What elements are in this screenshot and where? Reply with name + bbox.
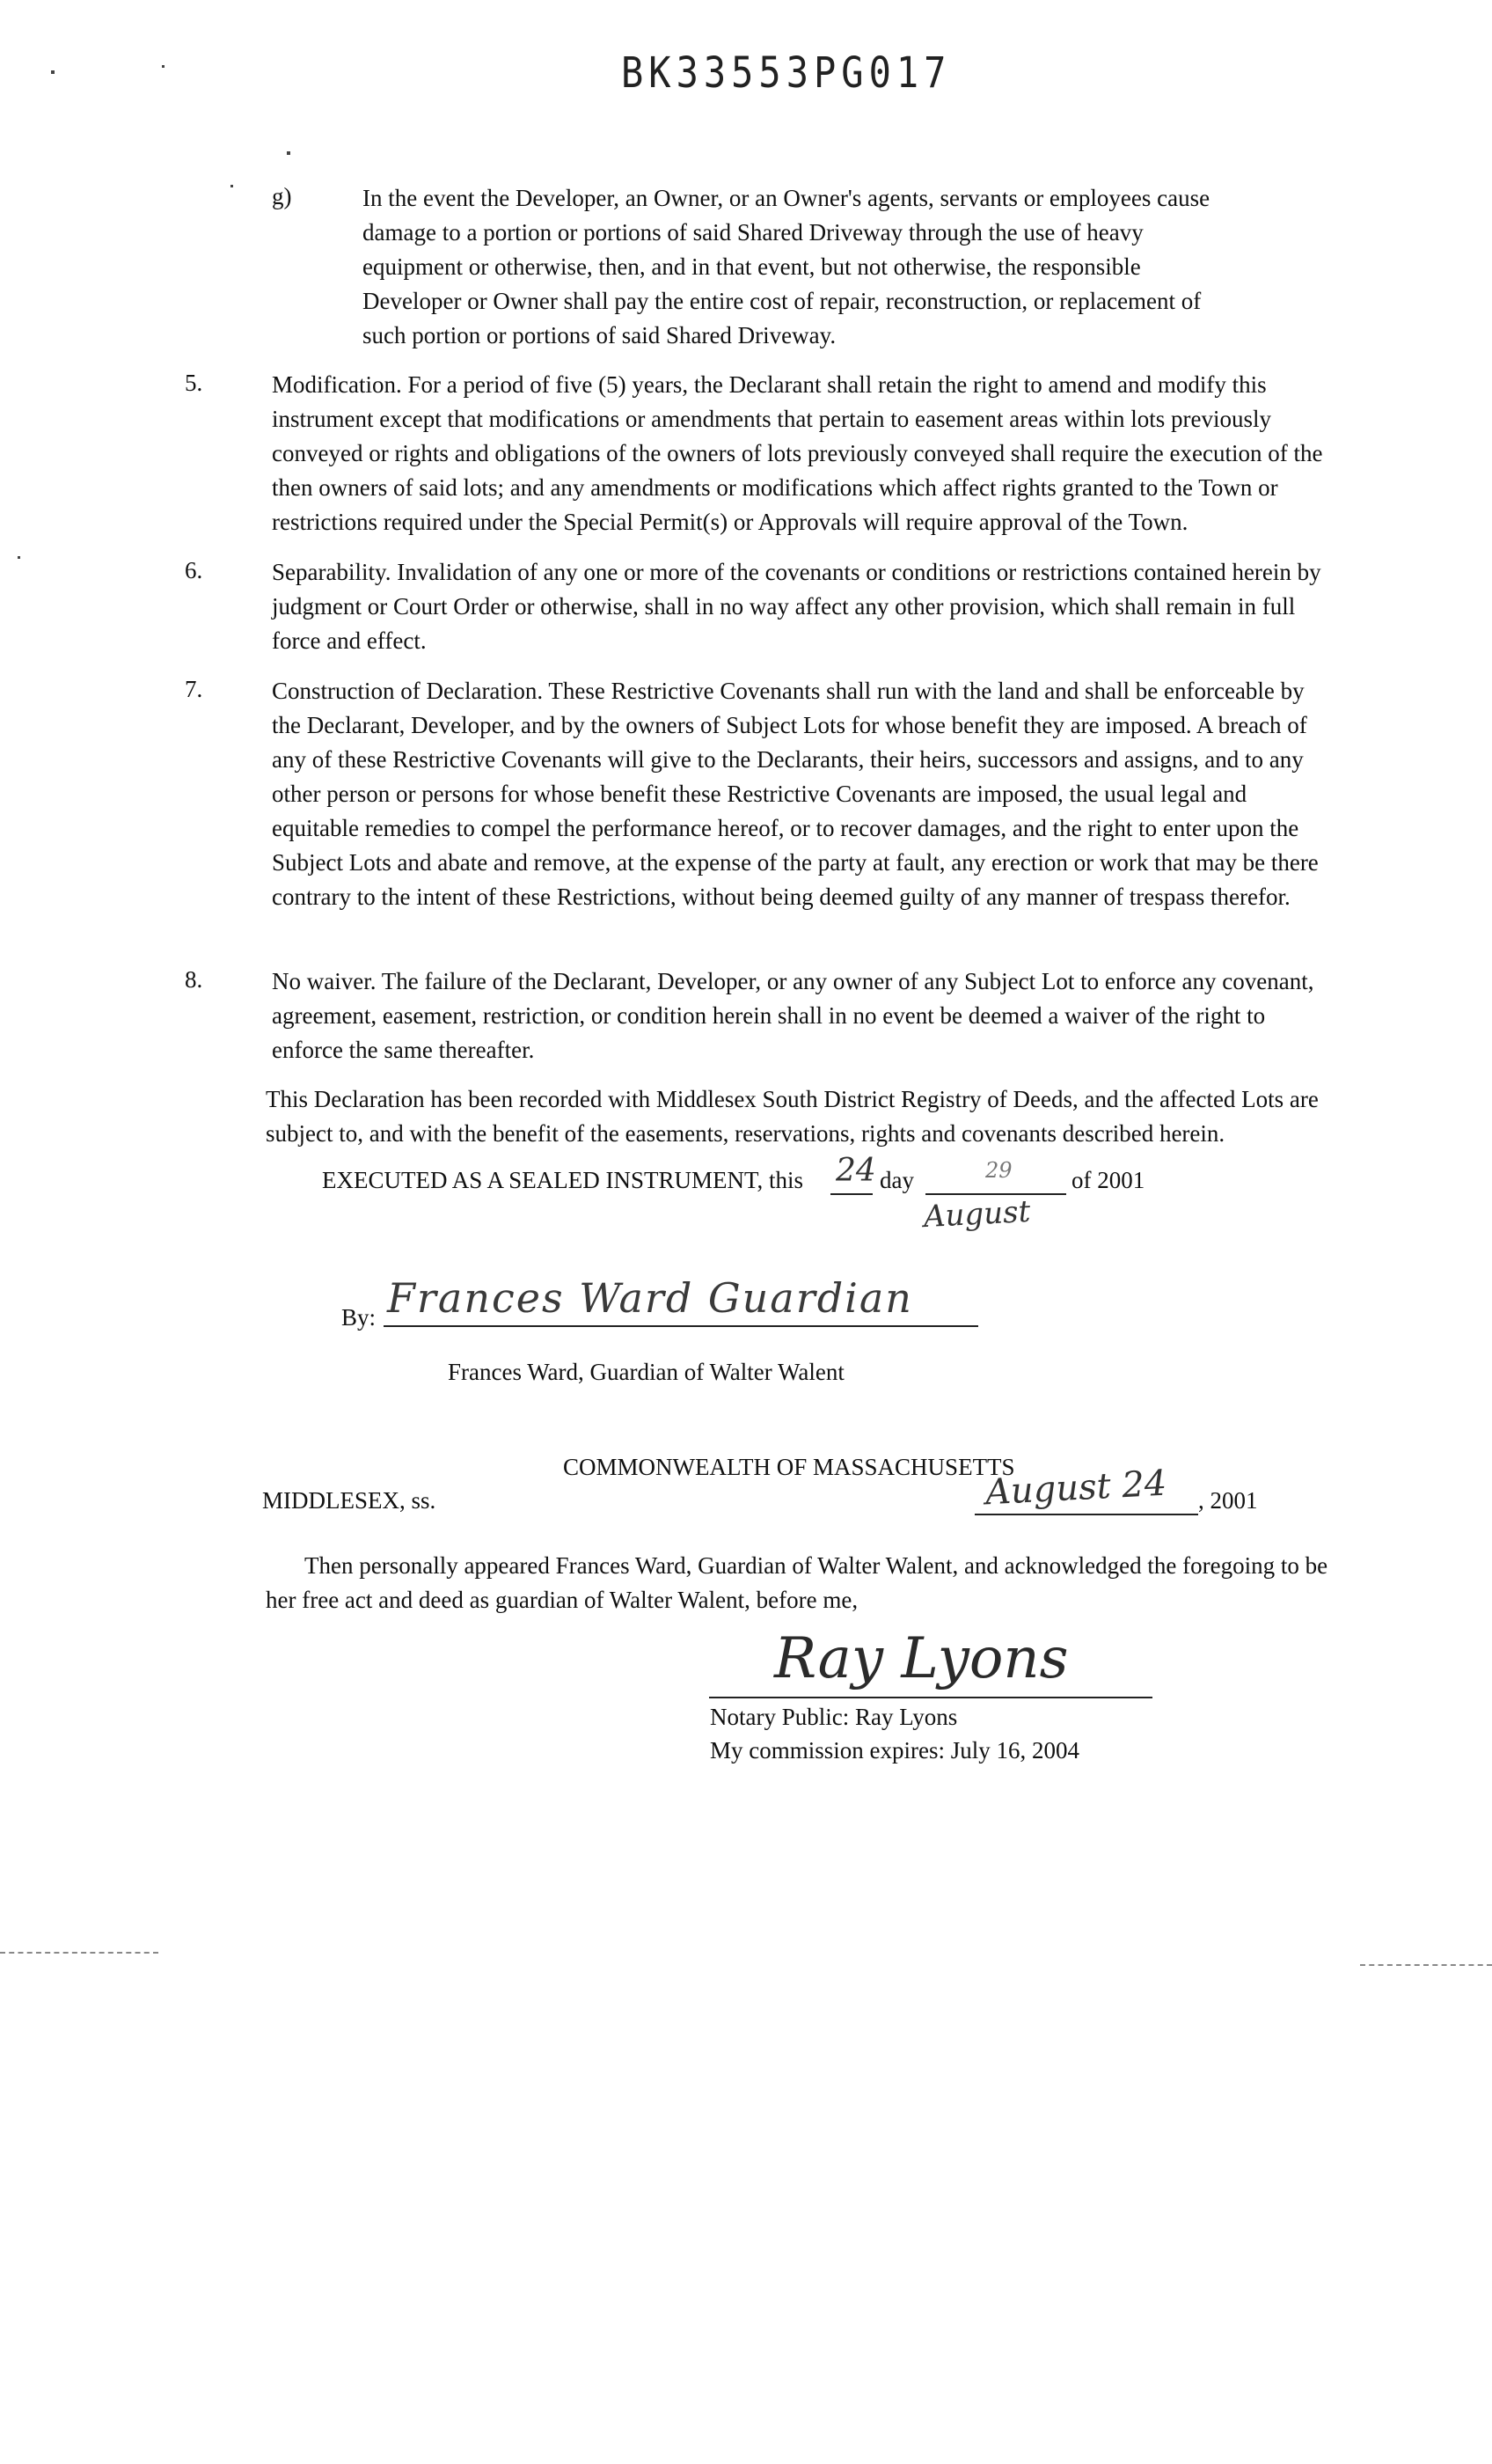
notary-name: Notary Public: Ray Lyons: [710, 1704, 958, 1730]
scan-artifact-right: [1360, 1964, 1492, 1966]
scan-speck: [230, 185, 233, 187]
section-6-text: Separability. Invalidation of any one or more of the covenants or conditions or restrictions contained herein by judgment or Court Order or otherwise, shall in no way affect any other provision, which shall remain in full force and effect.: [272, 559, 1321, 654]
execution-day-word: day: [880, 1167, 914, 1193]
execution-month-fill: 29: [985, 1158, 1013, 1183]
item-g-label: g): [272, 183, 292, 209]
execution-prefix: EXECUTED AS A SEALED INSTRUMENT, this: [322, 1167, 804, 1193]
section-7-text: Construction of Declaration. These Restrictive Covenants shall run with the land and shall be enforceable by the Declarant, Developer, and by the owners of Subject Lots for whose benefit they are imposed. A breach of any of these Restrictive Covenants will give to the Declarants, their heirs, successors and assigns, and to any other person or persons for whose benefit these Restrictive Covenants are imposed, the usual legal and equitable remedies to compel the performance hereof, or to recover damages, and the right to enter upon the Subject Lots and abate and remove, at the expense of the party at fault, any erection or work that may be there contrary to the intent of these Restrictions, without being deemed guilty of any manner of trespass therefor.: [272, 678, 1319, 910]
scan-speck: [18, 556, 20, 559]
ack-date-handwritten: August 24: [984, 1463, 1168, 1514]
commonwealth-heading: COMMONWEALTH OF MASSACHUSETTS: [563, 1454, 1015, 1480]
section-8-number: 8.: [185, 966, 203, 993]
signer-name: Frances Ward, Guardian of Walter Walent: [448, 1359, 845, 1385]
by-label: By:: [341, 1304, 377, 1331]
scan-speck: [287, 151, 290, 155]
section-7-number: 7.: [185, 676, 203, 702]
section-8-text: No waiver. The failure of the Declarant, Developer, or any owner of any Subject Lot to enforce any covenant, agreement, easement, restriction, or condition herein shall in no event be deemed a waiver of the right to enforce the same thereafter.: [272, 968, 1314, 1063]
execution-month-line: [925, 1193, 1066, 1195]
scan-speck: [51, 70, 55, 74]
execution-year: of 2001: [1071, 1167, 1145, 1193]
execution-month-handwritten: August: [923, 1193, 1032, 1236]
county-label: MIDDLESEX, ss.: [262, 1487, 436, 1514]
item-g-text: In the event the Developer, an Owner, or an Owner's agents, servants or employees cause damage to a portion or portions of said Shared Driveway through the use of heavy equipment or otherwise, then, and in that event, but not otherwise, the responsible Developer or Owner shall pay the entire cost of repair, reconstruction, or replacement of such portion or portions of said Shared Driveway.: [362, 185, 1210, 348]
execution-day-handwritten: 24: [836, 1153, 876, 1189]
section-6-number: 6.: [185, 557, 203, 583]
section-5-text: Modification. For a period of five (5) years, the Declarant shall retain the right to amend and modify this instrument except that modifications or amendments that pertain to easement areas within lots previously conveyed or rights and obligations of the owners of lots previously conveyed shall require the execution of the then owners of said lots; and any amendments or modifications which affect rights granted to the Town or restrictions required under the Special Permit(s) or Approvals will require approval of the Town.: [272, 371, 1323, 535]
notary-signature: Ray Lyons: [774, 1626, 1069, 1691]
scan-artifact-left: [0, 1952, 158, 1954]
section-5-number: 5.: [185, 370, 203, 396]
book-page-stamp: BK33553PG017: [621, 48, 952, 98]
notary-signature-line: [709, 1697, 1152, 1698]
ack-date-line: [975, 1514, 1198, 1515]
recording-note: This Declaration has been recorded with Middlesex South District Registry of Deeds, and the affected Lots are subject to, and with the benefit of the easements, reservations, rights and covenants described herein.: [266, 1086, 1319, 1147]
scan-speck: [162, 65, 165, 68]
guardian-signature: Frances Ward Guardian: [387, 1274, 913, 1322]
notary-commission: My commission expires: July 16, 2004: [710, 1737, 1079, 1764]
signature-line: [384, 1325, 978, 1327]
execution-day-line: [830, 1193, 873, 1195]
acknowledgment-text: Then personally appeared Frances Ward, Guardian of Walter Walent, and acknowledged the foregoing to be her free act and deed as guardian of Walter Walent, before me,: [266, 1552, 1328, 1613]
ack-year: , 2001: [1198, 1487, 1258, 1514]
